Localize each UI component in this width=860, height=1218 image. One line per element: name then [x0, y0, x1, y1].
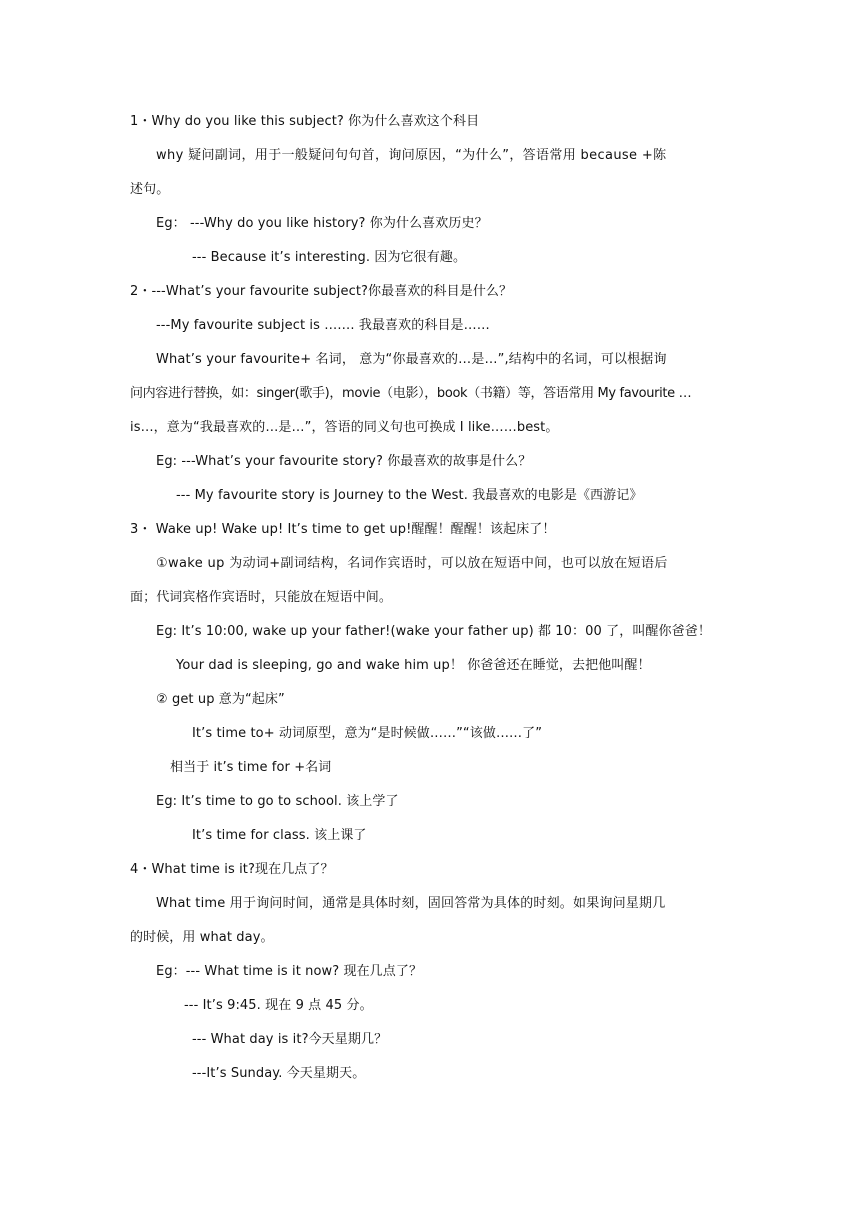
example-line: ---It’s Sunday. 今天星期天。 [192, 1066, 366, 1081]
paragraph-line: ---My favourite subject is ……. 我最喜欢的科目是…… [156, 318, 490, 333]
example-line: --- Because it’s interesting. 因为它很有趣。 [192, 250, 467, 265]
paragraph-line: ①wake up 为动词+副词结构，名词作宾语时，可以放在短语中间，也可以放在短语后 [156, 556, 668, 571]
paragraph-line: What’s your favourite+ 名词， 意为“你最喜欢的…是…”,结构中的名词，可以根据询 [156, 352, 667, 367]
paragraph-line: 面；代词宾格作宾语时，只能放在短语中间。 [130, 590, 393, 605]
paragraph-line: 问内容进行替换，如：singer(歌手)，movie（电影），book（书籍）等，答语常用 My favourite … [130, 386, 692, 401]
paragraph-line: ② get up 意为“起床” [156, 692, 285, 707]
paragraph-line: 相当于 it’s time for +名词 [170, 760, 332, 775]
example-line: Eg: It’s 10:00, wake up your father!(wake your father up) 都 10：00 了，叫醒你爸爸！ [156, 624, 711, 639]
paragraph-line: 的时候，用 what day。 [130, 930, 274, 945]
heading-3: 3・ Wake up! Wake up! It’s time to get up!醒醒！醒醒！该起床了！ [130, 522, 556, 537]
example-line: --- What day is it?今天星期几？ [192, 1032, 388, 1047]
example-line: Eg: It’s time to go to school. 该上学了 [156, 794, 399, 809]
example-line: It’s time for class. 该上课了 [192, 828, 367, 843]
example-line: Your dad is sleeping, go and wake him up！ 你爸爸还在睡觉，去把他叫醒！ [176, 658, 651, 673]
paragraph-line: 述句。 [130, 182, 170, 197]
paragraph-line: What time 用于询问时间，通常是具体时刻，固回答常为具体的时刻。如果询问星期几 [156, 896, 666, 911]
paragraph-line: why 疑问副词，用于一般疑问句句首，询问原因，“为什么”，答语常用 because +陈 [156, 148, 667, 163]
example-line: Eg: ---What’s your favourite story? 你最喜欢的故事是什么？ [156, 454, 532, 469]
example-line: --- It’s 9:45. 现在 9 点 45 分。 [184, 998, 373, 1013]
heading-4: 4・What time is it?现在几点了？ [130, 862, 334, 877]
paragraph-line: is…，意为“我最喜欢的…是…”，答语的同义句也可换成 I like……best。 [130, 420, 559, 435]
heading-1: 1・Why do you like this subject? 你为什么喜欢这个科目 [130, 114, 480, 129]
example-line: --- My favourite story is Journey to the West. 我最喜欢的电影是《西游记》 [176, 488, 643, 503]
example-line: Eg： ---Why do you like history? 你为什么喜欢历史？ [156, 216, 488, 231]
heading-2: 2・---What’s your favourite subject?你最喜欢的科目是什么？ [130, 284, 513, 299]
example-line: Eg：--- What time is it now? 现在几点了？ [156, 964, 423, 979]
paragraph-line: It’s time to+ 动词原型，意为“是时候做……”“该做……了” [192, 726, 543, 741]
